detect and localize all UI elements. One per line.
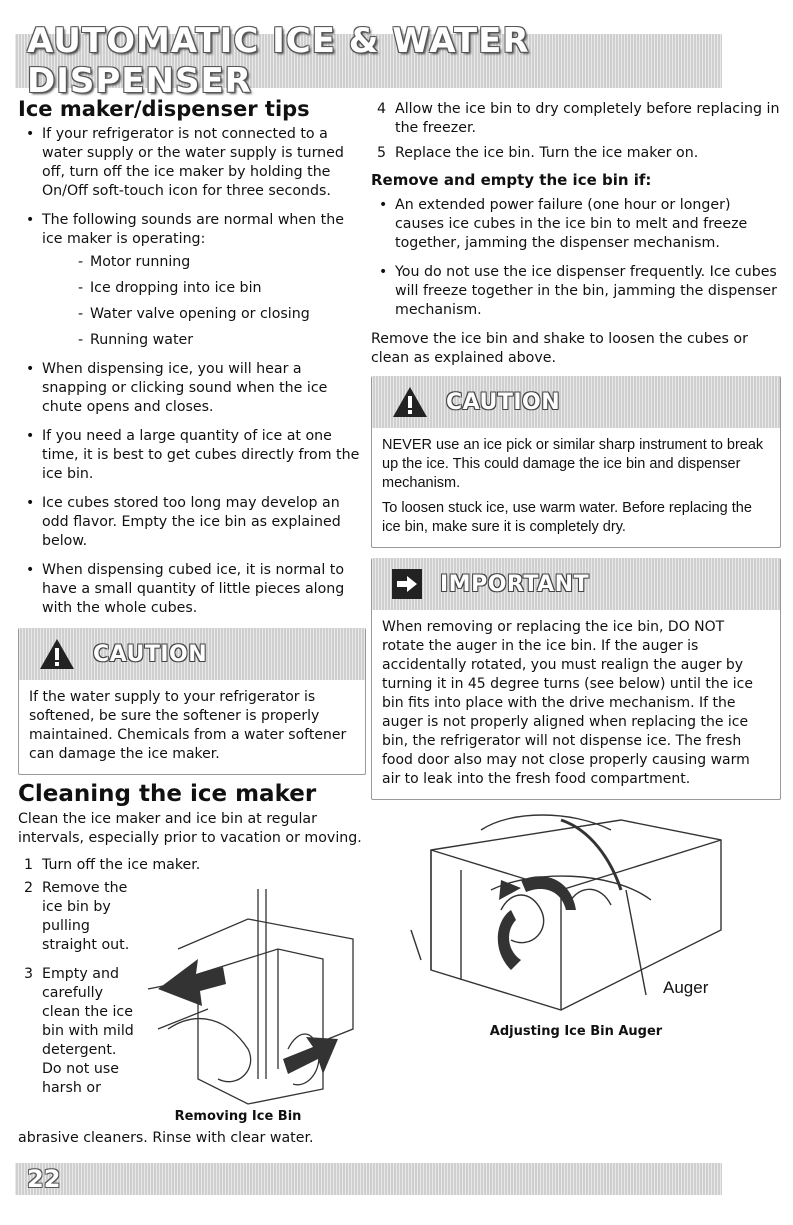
caution-body <box>372 428 780 547</box>
caution-text: To loosen stuck ice, use warm water. Before replacing the ice bin, make sure it is completely dry. <box>382 500 752 535</box>
step3-continued: abrasive cleaners. Rinse with clear water. <box>18 1130 314 1146</box>
list-item <box>371 100 781 138</box>
important-box <box>371 558 781 800</box>
step-text: Remove the ice bin by pulling straight out. <box>42 880 130 953</box>
tips-heading: Ice maker/dispenser tips <box>18 97 310 121</box>
steps-with-figure <box>18 879 366 1129</box>
auger-label: Auger <box>663 978 709 997</box>
list-item <box>18 360 366 417</box>
caution-box-2 <box>371 376 781 548</box>
caution-title: CAUTION <box>446 389 561 415</box>
list-item: - Running water <box>42 331 366 350</box>
list-item: - Ice dropping into ice bin <box>42 279 366 298</box>
cleaning-steps <box>18 856 366 875</box>
cleaning-steps-continued <box>371 100 781 163</box>
list-item: - Water valve opening or closing <box>42 305 366 324</box>
ice-bin-illustration-icon <box>138 879 358 1107</box>
list-item <box>18 125 366 201</box>
right-column <box>371 100 781 1050</box>
step-text: Replace the ice bin. Turn the ice maker on. <box>395 145 699 161</box>
tip-text: When dispensing cubed ice, it is normal to have a small quantity of little pieces along with the whole cubes. <box>42 562 345 616</box>
step-text: Empty and carefully clean the ice bin with mild detergent. Do not use harsh or <box>42 966 134 1096</box>
list-item <box>371 263 781 320</box>
list-item <box>18 561 366 618</box>
bullet-text: An extended power failure (one hour or longer) causes ice cubes in the ice bin to melt and freeze together, jamming the dispenser mechanism. <box>395 197 748 251</box>
caution-box <box>18 628 366 775</box>
cleaning-steps-2 <box>18 879 138 1098</box>
step-number: 1 <box>24 857 34 873</box>
step-text: Turn off the ice maker. <box>42 857 201 873</box>
cleaning-intro: Clean the ice maker and ice bin at regular intervals, especially prior to vacation or moving. <box>18 811 362 846</box>
caution-warning-icon <box>39 638 75 670</box>
sounds-list <box>42 253 366 350</box>
caution-text: If the water supply to your refrigerator is softened, be sure the softener is properly maintained. Chemicals from a water softener can damage the ice maker. <box>29 689 347 762</box>
caution-text: NEVER use an ice pick or similar sharp instrument to break up the ice. This could damage the ice bin and dispenser mechanism. <box>382 437 764 491</box>
list-item <box>371 196 781 253</box>
figure-caption: Removing Ice Bin <box>174 1109 302 1124</box>
cleaning-heading: Cleaning the ice maker <box>18 781 317 807</box>
list-item: - Motor running <box>42 253 366 272</box>
important-header <box>372 558 780 610</box>
step-number: 3 <box>24 966 34 982</box>
tip-text: When dispensing ice, you will hear a snapping or clicking sound when the ice chute opens and closes. <box>42 361 328 415</box>
important-body <box>372 610 780 799</box>
removing-ice-bin-figure <box>138 879 358 1129</box>
step-number: 5 <box>377 145 387 161</box>
list-item <box>18 427 366 484</box>
caution-title: CAUTION <box>93 641 208 667</box>
tip-text: Ice cubes stored too long may develop an odd flavor. Empty the ice bin as explained below. <box>42 495 341 549</box>
list-item <box>18 879 138 955</box>
step-text: Allow the ice bin to dry completely before replacing in the freezer. <box>395 101 780 136</box>
page-footer <box>15 1163 722 1195</box>
page-banner <box>15 21 722 101</box>
step-number: 2 <box>24 880 34 896</box>
important-title: IMPORTANT <box>440 571 590 597</box>
arrow-right-icon <box>392 569 422 599</box>
important-text: When removing or replacing the ice bin, DO NOT rotate the auger in the ice bin. If the auger is accidentally rotated, you must realign the auger by turning it in 45 degree turns (see below) until the ice bin fits into place with the drive mechanism. If the auger is not properly aligned when replacing the ice bin, the refrigerator will not dispense ice. The fresh food door also may not close properly causing warm air to leak into the fresh food compartment. <box>382 619 753 787</box>
auger-illustration-icon <box>371 810 781 1020</box>
bullet-text: You do not use the ice dispenser frequently. Ice cubes will freeze together in the bin, jamming the dispenser mechanism. <box>395 264 777 318</box>
list-item <box>371 144 781 163</box>
caution-warning-icon <box>392 386 428 418</box>
caution-header <box>372 376 780 428</box>
auger-figure <box>371 810 781 1050</box>
empty-bin-after: Remove the ice bin and shake to loosen the cubes or clean as explained above. <box>371 331 748 366</box>
tips-list <box>18 125 366 618</box>
left-column <box>18 97 366 1148</box>
banner-title: AUTOMATIC ICE & WATER DISPENSER <box>27 21 530 101</box>
caution-body <box>19 680 365 774</box>
tip-text: If you need a large quantity of ice at one time, it is best to get cubes directly from the ice bin. <box>42 428 360 482</box>
steps-column <box>18 879 138 1129</box>
list-item <box>18 494 366 551</box>
empty-bin-heading: Remove and empty the ice bin if: <box>371 171 652 189</box>
tip-text: If your refrigerator is not connected to a water supply or the water supply is turned off, turn off the ice maker by holding the On/Off soft-touch icon for three seconds. <box>42 126 344 199</box>
empty-bin-list <box>371 196 781 320</box>
caution-header <box>19 628 365 680</box>
page-number: 22 <box>27 1165 61 1193</box>
step-number: 4 <box>377 101 387 117</box>
list-item <box>18 211 366 350</box>
figure-caption: Adjusting Ice Bin Auger <box>489 1024 663 1039</box>
list-item <box>18 965 138 1098</box>
list-item <box>18 856 366 875</box>
tip-text: The following sounds are normal when the ice maker is operating: <box>42 212 344 247</box>
